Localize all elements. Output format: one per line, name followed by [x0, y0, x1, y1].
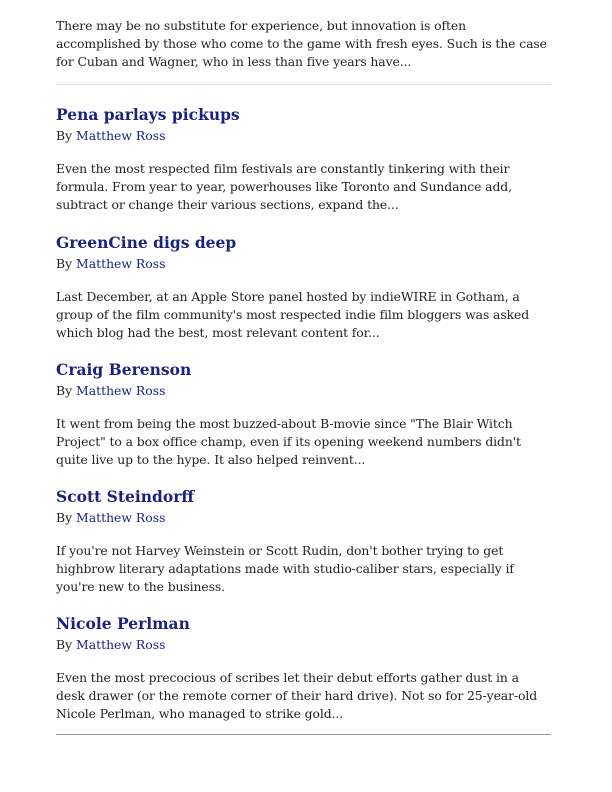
byline-prefix: By	[56, 637, 77, 652]
byline	[56, 509, 551, 527]
article-summary: If you're not Harvey Weinstein or Scott Rudin, don't bother trying to get highbrow literary adaptations made with studio-caliber stars, especially if you're new to the business.	[56, 543, 514, 594]
byline	[56, 255, 551, 273]
byline-prefix: By	[56, 510, 77, 525]
article-title-link[interactable]: Pena parlays pickups	[56, 105, 240, 124]
author-link[interactable]: Matthew Ross	[76, 128, 166, 143]
author-link[interactable]: Matthew Ross	[76, 256, 166, 271]
byline	[56, 127, 551, 145]
article-summary: Even the most respected film festivals are constantly tinkering with their formula. From year to year, powerhouses like Toronto and Sundance add, subtract or change their various sections, expand the...	[56, 161, 512, 212]
article-item	[56, 105, 551, 214]
author-link[interactable]: Matthew Ross	[76, 510, 166, 525]
divider-top	[56, 84, 551, 85]
article-title-link[interactable]: Nicole Perlman	[56, 614, 190, 633]
byline	[56, 382, 551, 400]
article-summary: Even the most precocious of scribes let their debut efforts gather dust in a desk drawer (or the remote corner of their hard drive). Not so for 25-year-old Nicole Perlman, who managed to strike gold...	[56, 670, 538, 721]
article-item	[56, 233, 551, 342]
article-item	[56, 614, 551, 723]
byline	[56, 636, 551, 654]
intro-summary: There may be no substitute for experience, but innovation is often accomplished by those who come to the game with fresh eyes. Such is the case for Cuban and Wagner, who in less than five years have...	[56, 18, 547, 69]
divider-bottom	[56, 734, 551, 735]
byline-prefix: By	[56, 256, 77, 271]
article-title-link[interactable]: Scott Steindorff	[56, 487, 195, 506]
article-item	[56, 360, 551, 469]
byline-prefix: By	[56, 383, 77, 398]
article-title-link[interactable]: Craig Berenson	[56, 360, 192, 379]
article-summary: Last December, at an Apple Store panel hosted by indieWIRE in Gotham, a group of the film community's most respected indie film bloggers was asked which blog had the best, most relevant content for...	[56, 289, 530, 340]
article-summary: It went from being the most buzzed-about B-movie since "The Blair Witch Project" to a box office champ, even if its opening weekend numbers didn't quite live up to the hype. It also helped reinvent...	[56, 416, 521, 467]
article-title-link[interactable]: GreenCine digs deep	[56, 233, 237, 252]
author-link[interactable]: Matthew Ross	[76, 383, 166, 398]
article-item	[56, 487, 551, 596]
author-link[interactable]: Matthew Ross	[76, 637, 166, 652]
byline-prefix: By	[56, 128, 77, 143]
